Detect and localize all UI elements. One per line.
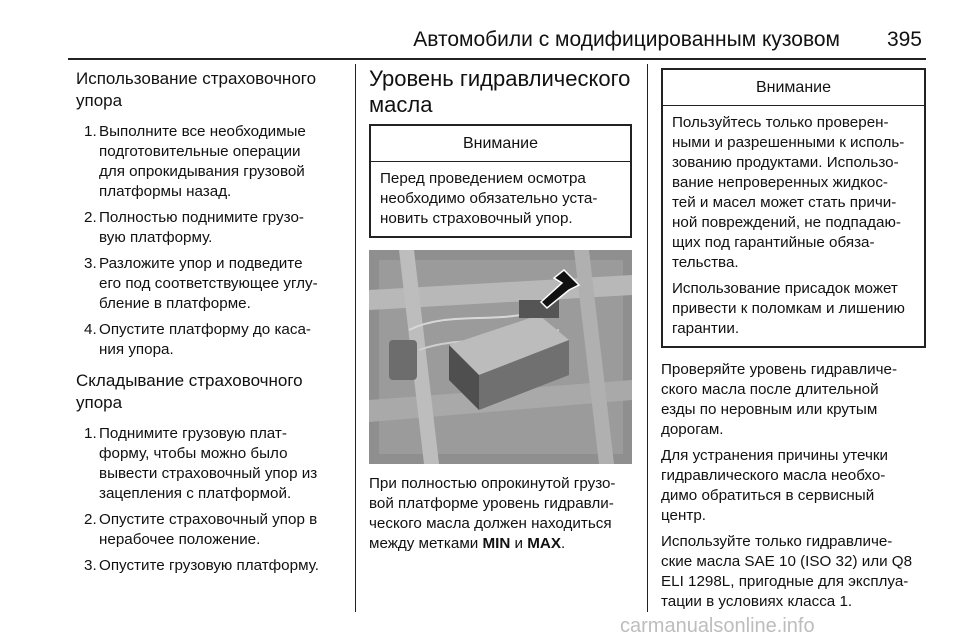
step-line: Поднимите грузовую плат- bbox=[99, 425, 287, 442]
step-line: Полностью поднимите грузо- bbox=[99, 209, 304, 226]
page-title: Автомобили с модифицированным кузовом bbox=[413, 28, 840, 51]
step-line: зацепления с платформой. bbox=[99, 485, 292, 502]
column-3 bbox=[661, 68, 926, 618]
body-line: гидравлического масла необхо- bbox=[661, 467, 886, 484]
column-1 bbox=[76, 68, 342, 586]
photo-caption bbox=[369, 474, 632, 554]
warning-box bbox=[369, 124, 632, 238]
step-line: нерабочее положение. bbox=[99, 531, 261, 548]
body-line: ELI 1298L, пригодные для эксплуа- bbox=[661, 573, 909, 590]
step-number: 2. bbox=[84, 511, 97, 528]
warning-line: тей и масел может стать причи- bbox=[672, 194, 897, 211]
step-line: вую платформу. bbox=[99, 229, 213, 246]
warning-line: щих под гарантийные обяза- bbox=[672, 234, 875, 251]
step-line: ния упора. bbox=[99, 341, 174, 358]
step-number: 3. bbox=[84, 255, 97, 272]
step-line: его под соответствующее углу- bbox=[99, 275, 318, 292]
body-line: Для устранения причины утечки bbox=[661, 447, 889, 464]
warning-line: привести к поломкам и лишению bbox=[672, 300, 905, 317]
step-number: 2. bbox=[84, 209, 97, 226]
warning-heading: Внимание bbox=[663, 70, 924, 106]
warning-line: Использование присадок может bbox=[672, 280, 898, 297]
warning-line: Перед проведением осмотра bbox=[380, 170, 586, 187]
section-title-line: Использование страховочного bbox=[76, 69, 317, 88]
step-number: 4. bbox=[84, 321, 97, 338]
section-title-fold-prop bbox=[76, 370, 342, 414]
page-number: 395 bbox=[886, 28, 922, 51]
caption-conjunction: и bbox=[510, 535, 528, 552]
warning-paragraph bbox=[672, 279, 915, 339]
section-title-line: упора bbox=[76, 393, 123, 412]
step-line: Опустите грузовую платформу. bbox=[99, 557, 319, 574]
caption-line: вой платформе уровень гидравли- bbox=[369, 495, 614, 512]
step-line: подготовительные операции bbox=[99, 143, 301, 160]
min-mark-label: MIN bbox=[482, 535, 511, 552]
steps-use-prop bbox=[76, 122, 342, 360]
section-title-line: упора bbox=[76, 91, 123, 110]
step-item bbox=[76, 320, 342, 360]
step-item bbox=[76, 424, 342, 504]
section-title-line: Складывание страховочного bbox=[76, 371, 303, 390]
step-line: вывести страховочный упор из bbox=[99, 465, 318, 482]
body-line: ского масла после длительной bbox=[661, 381, 879, 398]
step-item bbox=[76, 556, 342, 576]
warning-line: ной повреждений, не подпадаю- bbox=[672, 214, 901, 231]
body-line: центр. bbox=[661, 507, 706, 524]
max-mark-label: MAX bbox=[527, 535, 561, 552]
caption-line: ческого масла должен находиться bbox=[369, 515, 612, 532]
step-line: форму, чтобы можно было bbox=[99, 445, 288, 462]
warning-body bbox=[371, 162, 630, 236]
caption-line: между метками bbox=[369, 535, 483, 552]
watermark: carmanualsonline.info bbox=[620, 615, 815, 637]
step-line: Выполните все необходимые bbox=[99, 123, 306, 140]
body-line: езды по неровным или крутым bbox=[661, 401, 878, 418]
section-title-line: Уровень гидравлического bbox=[369, 66, 631, 91]
warning-line: вание непроверенных жидкос- bbox=[672, 174, 888, 191]
warning-box bbox=[661, 68, 926, 348]
step-number: 1. bbox=[84, 123, 97, 140]
column-divider-2 bbox=[647, 64, 648, 612]
section-title-hydraulic-oil bbox=[369, 66, 632, 118]
step-item bbox=[76, 510, 342, 550]
steps-fold-prop bbox=[76, 424, 342, 576]
section-title-line: масла bbox=[369, 92, 433, 117]
column-2 bbox=[369, 68, 632, 560]
photo-illustration bbox=[369, 250, 632, 464]
body-line: ские масла SAE 10 (ISO 32) или Q8 bbox=[661, 553, 913, 570]
warning-line: Пользуйтесь только проверен- bbox=[672, 114, 889, 131]
page-header bbox=[68, 28, 926, 58]
step-item bbox=[76, 254, 342, 314]
section-title-use-prop bbox=[76, 68, 342, 112]
caption-period: . bbox=[561, 535, 566, 552]
warning-line: новить страховочный упор. bbox=[380, 210, 573, 227]
body-line: тации в условиях класса 1. bbox=[661, 593, 853, 610]
step-line: бление в платформе. bbox=[99, 295, 251, 312]
warning-line: зованию продуктами. Использо- bbox=[672, 154, 899, 171]
step-line: для опрокидывания грузовой bbox=[99, 163, 305, 180]
warning-paragraph bbox=[672, 113, 915, 273]
step-line: платформы назад. bbox=[99, 183, 232, 200]
step-line: Разложите упор и подведите bbox=[99, 255, 303, 272]
warning-line: гарантии. bbox=[672, 320, 740, 337]
body-line: дорогам. bbox=[661, 421, 724, 438]
step-number: 3. bbox=[84, 557, 97, 574]
warning-line: ными и разрешенными к исполь- bbox=[672, 134, 905, 151]
warning-line: тельства. bbox=[672, 254, 739, 271]
header-rule bbox=[68, 58, 926, 60]
step-item bbox=[76, 208, 342, 248]
caption-line: При полностью опрокинутой грузо- bbox=[369, 475, 616, 492]
step-number: 1. bbox=[84, 425, 97, 442]
warning-body bbox=[663, 106, 924, 346]
body-line: димо обратиться в сервисный bbox=[661, 487, 875, 504]
step-item bbox=[76, 122, 342, 202]
body-paragraph bbox=[661, 532, 926, 612]
warning-heading: Внимание bbox=[371, 126, 630, 162]
body-line: Используйте только гидравличе- bbox=[661, 533, 893, 550]
warning-line: необходимо обязательно уста- bbox=[380, 190, 598, 207]
column-divider-1 bbox=[355, 64, 356, 612]
body-paragraph bbox=[661, 446, 926, 526]
hydraulic-unit-photo bbox=[369, 250, 632, 464]
body-line: Проверяйте уровень гидравличе- bbox=[661, 361, 898, 378]
step-line: Опустите страховочный упор в bbox=[99, 511, 318, 528]
body-paragraph bbox=[661, 360, 926, 440]
step-line: Опустите платформу до каса- bbox=[99, 321, 311, 338]
